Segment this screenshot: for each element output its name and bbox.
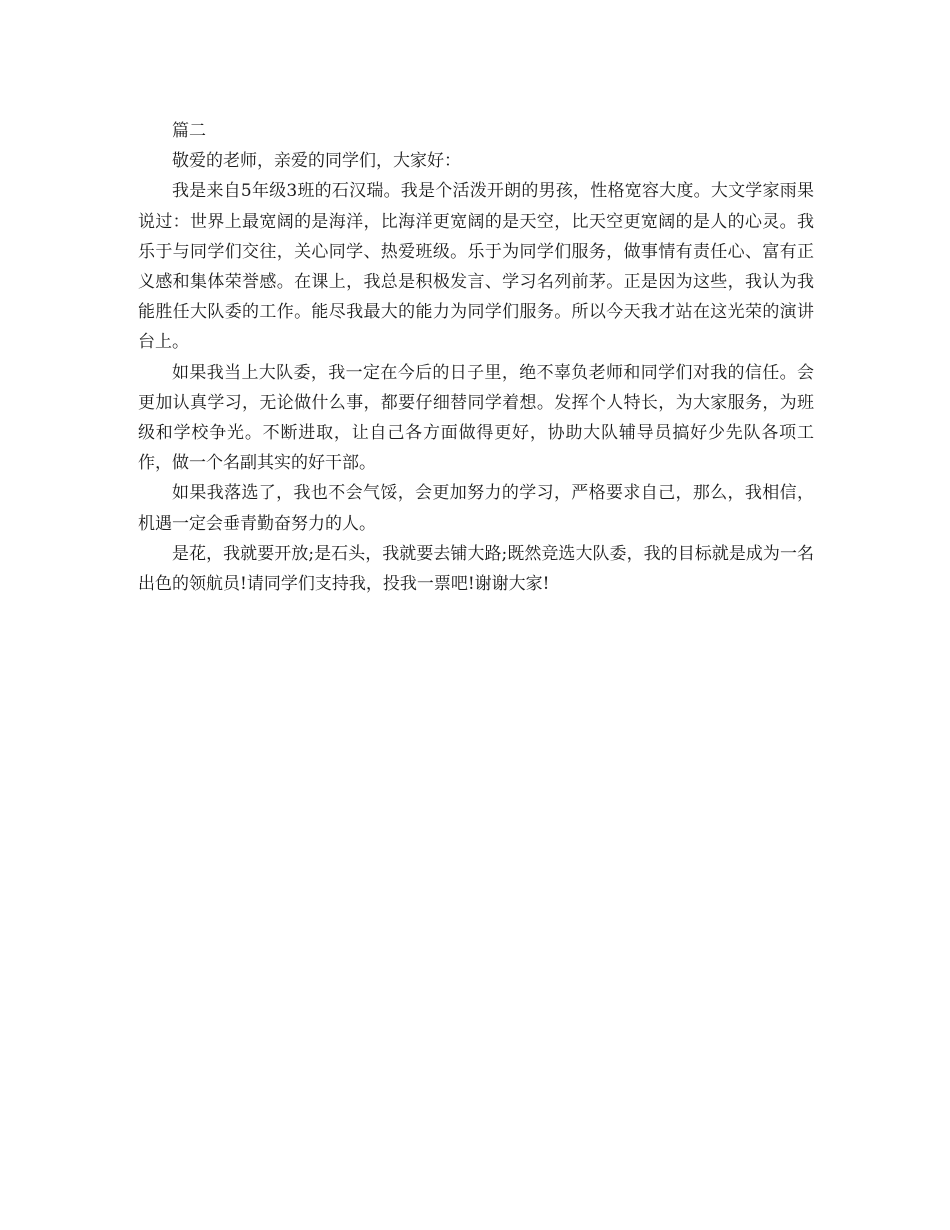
section-heading: 篇二 (172, 121, 206, 141)
document-body (138, 116, 814, 599)
greeting-line: 敬爱的老师，亲爱的同学们，大家好： (172, 151, 461, 172)
body-paragraph-2: 如果我当上大队委，我一定在今后的日子里，绝不辜负老师和同学们对我的信任。会更加认真学习，无论做什么事，都要仔细替同学着想。发挥个人特长，为大家服务，为班级和学校争光。不断进取，让自己各方面做得更好，协助大队辅导员搞好少先队各项工作，做一个名副其实的好干部。 (138, 362, 814, 474)
body-paragraph-3: 如果我落选了，我也不会气馁，会更加努力的学习，严格要求自己，那么，我相信，机遇一定会垂青勤奋努力的人。 (138, 483, 814, 534)
body-paragraph-1: 我是来自5年级3班的石汉瑞。我是个活泼开朗的男孩，性格宽容大度。大文学家雨果说过：世界上最宽阔的是海洋，比海洋更宽阔的是天空，比天空更宽阔的是人的心灵。我乐于与同学们交往，关心同学、热爱班级。乐于为同学们服务，做事情有责任心、富有正义感和集体荣誉感。在课上，我总是积极发言、学习名列前茅。正是因为这些，我认为我能胜任大队委的工作。能尽我最大的能力为同学们服务。所以今天我才站在这光荣的演讲台上。 (138, 181, 814, 353)
body-paragraph-4: 是花，我就要开放;是石头，我就要去铺大路;既然竞选大队委，我的目标就是成为一名出色的领航员!请同学们支持我，投我一票吧!谢谢大家! (138, 543, 814, 595)
